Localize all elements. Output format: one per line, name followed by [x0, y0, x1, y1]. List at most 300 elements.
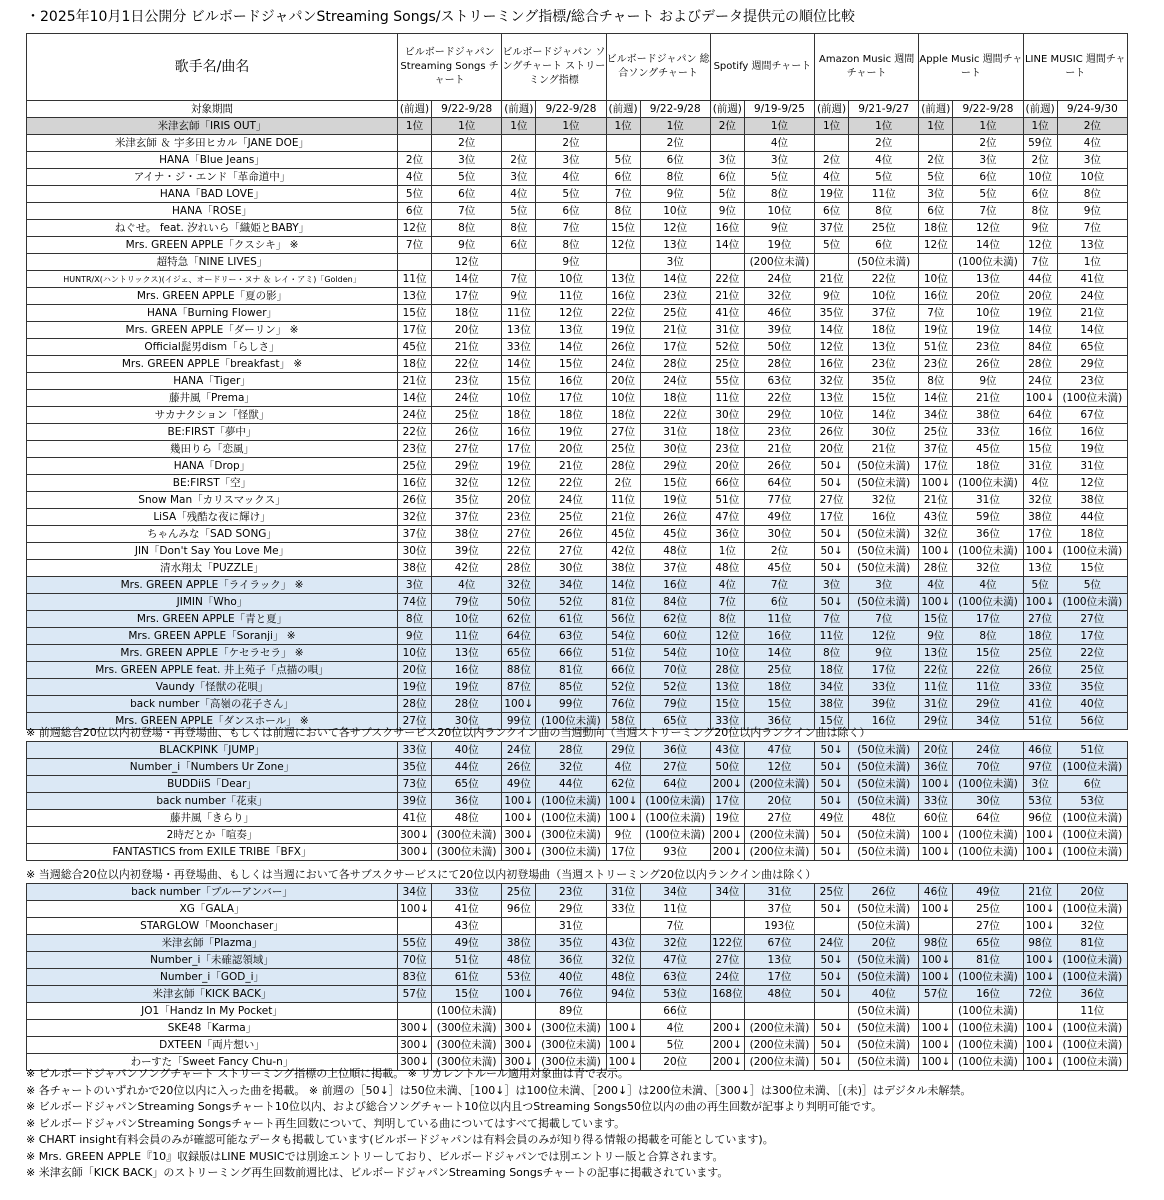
rank-cell: 54位	[640, 645, 710, 662]
rank-cell: 20位	[849, 935, 919, 952]
rank-cell: 21位	[953, 390, 1023, 407]
rank-cell: (50位未満)	[849, 560, 919, 577]
rank-cell: 2位	[953, 135, 1023, 152]
rank-cell: 50↓	[815, 560, 849, 577]
song-name-cell: 超特急「NINE LIVES」	[27, 254, 398, 271]
footnote-line: ※ CHART insight有料会員のみが確認可能なデータも掲載しています(ビルボードジャパンは有料会員のみが知り得る情報の掲載を可能としています)。	[26, 1133, 774, 1146]
rank-cell: 8位	[432, 220, 502, 237]
rank-cell: 13位	[710, 679, 744, 696]
rank-cell: 10位	[1023, 169, 1057, 186]
rank-cell: 16位	[744, 628, 814, 645]
table-row	[27, 441, 1128, 458]
table-row	[27, 952, 1128, 969]
rank-cell	[397, 135, 431, 152]
rank-cell: 30位	[849, 424, 919, 441]
rank-cell: (100位未満)	[1057, 390, 1127, 407]
rank-cell: 63位	[536, 628, 606, 645]
rank-cell: 36位	[710, 526, 744, 543]
rank-cell: 3位	[953, 152, 1023, 169]
rank-cell: 100↓	[606, 1037, 640, 1054]
rank-cell: 61位	[536, 611, 606, 628]
rank-cell: (300位未満)	[536, 844, 606, 861]
rank-cell	[815, 135, 849, 152]
rank-cell: 9位	[432, 237, 502, 254]
footnote-line: ※ Mrs. GREEN APPLE『10』収録版はLINE MUSICでは別途エントリーしており、ビルボードジャパンでは別エントリー版と合算されます。	[26, 1149, 724, 1163]
rank-cell: 81位	[536, 662, 606, 679]
rank-cell: 16位	[849, 713, 919, 730]
rank-cell: 26位	[640, 509, 710, 526]
rank-cell: 16位	[849, 509, 919, 526]
header-billboard-streaming-songs: ビルボードジャパン Streaming Songs チャート	[397, 34, 501, 101]
rank-cell: 13位	[606, 271, 640, 288]
rank-cell: 32位	[397, 509, 431, 526]
rank-cell: 300↓	[502, 1020, 536, 1037]
song-name-cell: Mrs. GREEN APPLE「ダンスホール」 ※	[27, 713, 398, 730]
rank-cell: 14位	[815, 322, 849, 339]
rank-cell: 2位	[744, 543, 814, 560]
rank-cell: 81位	[953, 952, 1023, 969]
song-name-cell: FANTASTICS from EXILE TRIBE「BFX」	[27, 844, 398, 861]
rank-cell: 20位	[536, 441, 606, 458]
rank-cell: 48位	[640, 543, 710, 560]
rank-cell: 24位	[432, 390, 502, 407]
rank-cell: 6位	[502, 237, 536, 254]
rank-cell: 300↓	[398, 1020, 432, 1037]
current-week-table	[26, 883, 1128, 1071]
rank-cell: 67位	[744, 935, 814, 952]
rank-cell: 200↓	[710, 776, 744, 793]
rank-cell: 50↓	[815, 1054, 849, 1071]
rank-cell: 16位	[606, 288, 640, 305]
rank-cell: 13位	[953, 271, 1023, 288]
rank-cell: 24位	[1057, 288, 1127, 305]
rank-cell: 14位	[849, 407, 919, 424]
rank-cell: 3位	[432, 152, 502, 169]
rank-cell: 52位	[710, 339, 744, 356]
rank-cell: 2位	[710, 118, 744, 135]
rank-cell: 15位	[1023, 441, 1057, 458]
song-name-cell: ねぐせ。 feat. 汐れいら「織姫とBABY」	[27, 220, 398, 237]
rank-cell: 20位	[953, 288, 1023, 305]
rank-cell: 18位	[1057, 526, 1127, 543]
rank-cell: (100位未満)	[1057, 969, 1127, 986]
footnote-line: ※ 米津玄師「KICK BACK」のストリーミング再生回数前週比は、ビルボードジャパンStreaming Songsチャートの記事に掲載されています。	[26, 1166, 729, 1179]
rank-cell: (50位未満)	[849, 969, 919, 986]
rank-cell: 48位	[432, 810, 502, 827]
rank-cell: 65位	[502, 645, 536, 662]
rank-cell: (100位未満)	[640, 827, 710, 844]
rank-cell: (100位未満)	[1057, 1037, 1127, 1054]
rank-cell: 6位	[1057, 776, 1127, 793]
song-name-cell: HANA「Burning Flower」	[27, 305, 398, 322]
rank-cell: 43位	[710, 742, 744, 759]
rank-cell	[710, 1003, 744, 1020]
rank-cell: 26位	[1023, 662, 1057, 679]
rank-cell: 3位	[744, 152, 814, 169]
rank-cell: 22位	[849, 271, 919, 288]
rank-cell: 5位	[710, 186, 744, 203]
rank-cell: 13位	[536, 322, 606, 339]
rank-cell: (100位未満)	[1057, 594, 1127, 611]
rank-cell: 9位	[640, 186, 710, 203]
rank-cell: 37位	[432, 509, 502, 526]
rank-cell: 25位	[536, 509, 606, 526]
rank-cell: 7位	[953, 203, 1023, 220]
rank-cell: 21位	[919, 492, 953, 509]
rank-cell: 53位	[1057, 793, 1127, 810]
rank-cell: 23位	[953, 339, 1023, 356]
rank-cell: 29位	[953, 696, 1023, 713]
rank-cell: 51位	[710, 492, 744, 509]
table-row	[27, 220, 1128, 237]
rank-cell: 11位	[502, 305, 536, 322]
rank-cell: 18位	[744, 679, 814, 696]
rank-cell: 59位	[953, 509, 1023, 526]
rank-cell: 53位	[640, 986, 710, 1003]
rank-cell: 51位	[1057, 742, 1127, 759]
table-row	[27, 390, 1128, 407]
rank-cell: 25位	[744, 662, 814, 679]
rank-cell: 67位	[1057, 407, 1127, 424]
rank-cell: 45位	[640, 526, 710, 543]
rank-cell: 5位	[815, 237, 849, 254]
rank-cell: 300↓	[502, 1054, 536, 1071]
rank-cell: 7位	[919, 305, 953, 322]
rank-cell: 31位	[744, 884, 814, 901]
period-cell: (前週)	[710, 101, 744, 118]
rank-cell: 20位	[606, 373, 640, 390]
rank-cell: 84位	[640, 594, 710, 611]
rank-cell: 16位	[397, 475, 431, 492]
rank-cell: (100位未満)	[1057, 810, 1127, 827]
rank-cell: (300位未満)	[536, 1037, 606, 1054]
rank-cell: 25位	[1057, 662, 1127, 679]
rank-cell: 1位	[744, 118, 814, 135]
rank-cell: 16位	[815, 356, 849, 373]
rank-cell: 9位	[744, 220, 814, 237]
rank-cell: (50位未満)	[849, 776, 919, 793]
rank-cell: 31位	[1023, 458, 1057, 475]
rank-cell: 27位	[1057, 611, 1127, 628]
rank-cell: (100位未満)	[640, 793, 710, 810]
rank-cell: 98位	[919, 935, 953, 952]
rank-cell: 65位	[432, 776, 502, 793]
table-row	[27, 810, 1128, 827]
rank-cell: (100位未満)	[640, 810, 710, 827]
rank-cell: 87位	[502, 679, 536, 696]
rank-cell: 22位	[536, 475, 606, 492]
rank-cell: 7位	[710, 594, 744, 611]
rank-cell: 5位	[432, 169, 502, 186]
rank-cell: 13位	[849, 339, 919, 356]
rank-cell: 25位	[849, 220, 919, 237]
rank-cell: 100↓	[502, 696, 536, 713]
rank-cell: 50↓	[815, 526, 849, 543]
rank-cell: 17位	[815, 509, 849, 526]
rank-cell: 97位	[1023, 759, 1057, 776]
rank-cell: 4位	[815, 169, 849, 186]
rank-cell: 16位	[710, 220, 744, 237]
rank-cell: 21位	[606, 509, 640, 526]
rank-cell	[710, 135, 744, 152]
rank-cell: 34位	[710, 884, 744, 901]
rank-cell: 54位	[606, 628, 640, 645]
rank-cell: 2位	[502, 152, 536, 169]
rank-cell	[815, 254, 849, 271]
rank-cell: 10位	[397, 645, 431, 662]
rank-cell: 79位	[432, 594, 502, 611]
rank-cell: 25位	[815, 884, 849, 901]
rank-cell: 5位	[1057, 577, 1127, 594]
rank-cell: 1位	[640, 118, 710, 135]
rank-cell: 38位	[606, 560, 640, 577]
rank-cell: 56位	[606, 611, 640, 628]
rank-cell: 23位	[919, 356, 953, 373]
rank-cell: (100位未満)	[953, 543, 1023, 560]
rank-cell: 8位	[744, 186, 814, 203]
rank-cell: (200位未満)	[744, 1020, 814, 1037]
rank-cell: 9位	[606, 827, 640, 844]
rank-cell: 35位	[849, 373, 919, 390]
rank-cell: 22位	[502, 543, 536, 560]
rank-cell: 26位	[849, 884, 919, 901]
song-name-cell: Mrs. GREEN APPLE「ケセラセラ」 ※	[27, 645, 398, 662]
rank-cell: 11位	[953, 679, 1023, 696]
rank-cell: 15位	[397, 305, 431, 322]
rank-cell: 41位	[398, 810, 432, 827]
rank-cell: 8位	[606, 203, 640, 220]
rank-cell: 96位	[1023, 810, 1057, 827]
rank-cell: 20位	[640, 1054, 710, 1071]
rank-cell: 6位	[606, 169, 640, 186]
rank-cell: 100↓	[1023, 1020, 1057, 1037]
rank-cell: 50↓	[815, 1037, 849, 1054]
rank-cell: 32位	[953, 560, 1023, 577]
rank-cell: 45位	[397, 339, 431, 356]
rank-cell: (50位未満)	[849, 458, 919, 475]
rank-cell: 34位	[640, 884, 710, 901]
rank-cell: 96位	[502, 901, 536, 918]
rank-cell: 9位	[397, 628, 431, 645]
rank-cell: 15位	[849, 390, 919, 407]
period-cell: (前週)	[606, 101, 640, 118]
rank-cell: (200位未満)	[744, 776, 814, 793]
rank-cell: 98位	[1023, 935, 1057, 952]
rank-cell: (200位未満)	[744, 254, 814, 271]
rank-cell: 5位	[397, 186, 431, 203]
table-row	[27, 152, 1128, 169]
rank-cell: 21位	[710, 288, 744, 305]
rank-cell: 57位	[398, 986, 432, 1003]
rank-cell: 15位	[1057, 560, 1127, 577]
rank-cell: 5位	[919, 169, 953, 186]
rank-cell: 3位	[640, 254, 710, 271]
rank-cell: 300↓	[398, 844, 432, 861]
rank-cell: 3位	[536, 152, 606, 169]
rank-cell: 25位	[432, 407, 502, 424]
rank-cell	[919, 254, 953, 271]
rank-cell	[397, 254, 431, 271]
table-row	[27, 305, 1128, 322]
rank-cell: 73位	[398, 776, 432, 793]
header-billboard-hot100: ビルボードジャパン 総合ソングチャート	[606, 34, 710, 101]
table-row	[27, 986, 1128, 1003]
rank-cell: 100↓	[1023, 901, 1057, 918]
rank-cell: 6位	[710, 169, 744, 186]
rank-cell: 99位	[502, 713, 536, 730]
rank-cell: 24位	[744, 271, 814, 288]
rank-cell: (100位未満)	[953, 254, 1023, 271]
rank-cell: 10位	[744, 203, 814, 220]
rank-cell: 20位	[1057, 884, 1127, 901]
rank-cell: (50位未満)	[849, 901, 919, 918]
song-name-cell: BUDDiiS「Dear」	[27, 776, 398, 793]
rank-cell: 5位	[502, 203, 536, 220]
rank-cell: (100位未満)	[536, 713, 606, 730]
song-name-cell: Mrs. GREEN APPLE「青と夏」	[27, 611, 398, 628]
rank-cell: 32位	[606, 952, 640, 969]
rank-cell: 100↓	[398, 901, 432, 918]
rank-cell: 18位	[919, 220, 953, 237]
rank-cell	[919, 1003, 953, 1020]
period-cell: 9/22-9/28	[953, 101, 1023, 118]
rank-cell: 100↓	[502, 986, 536, 1003]
rank-cell	[815, 918, 849, 935]
rank-cell: 26位	[502, 759, 536, 776]
song-name-cell: BLACKPINK「JUMP」	[27, 742, 398, 759]
table-row	[27, 271, 1128, 288]
rank-cell: 50↓	[815, 594, 849, 611]
table-row	[27, 901, 1128, 918]
rank-cell: 19位	[815, 186, 849, 203]
rank-cell: 15位	[710, 696, 744, 713]
rank-cell: 29位	[744, 407, 814, 424]
period-cell: 9/22-9/28	[536, 101, 606, 118]
rank-cell: 38位	[432, 526, 502, 543]
rank-cell: 61位	[432, 969, 502, 986]
rank-cell: 18位	[710, 424, 744, 441]
rank-cell: 20位	[710, 458, 744, 475]
rank-cell: 22位	[710, 271, 744, 288]
rank-cell: 27位	[1023, 611, 1057, 628]
rank-cell: (300位未満)	[432, 844, 502, 861]
rank-cell: 10位	[953, 305, 1023, 322]
rank-cell: 2位	[397, 152, 431, 169]
rank-cell: 39位	[432, 543, 502, 560]
rank-cell: 20位	[744, 793, 814, 810]
rank-cell: 13位	[815, 390, 849, 407]
rank-cell: 4位	[502, 186, 536, 203]
rank-cell: 32位	[432, 475, 502, 492]
rank-cell: 12位	[536, 305, 606, 322]
footnote-line: ※ ビルボードジャパンStreaming Songsチャート再生回数について、判明している曲についてはすべて掲載しています。	[26, 1116, 626, 1130]
rank-cell: 19位	[536, 424, 606, 441]
table-row	[27, 679, 1128, 696]
period-cell: 9/21-9/27	[849, 101, 919, 118]
rank-cell: 9位	[536, 254, 606, 271]
rank-cell: 7位	[640, 918, 710, 935]
rank-cell: 29位	[432, 458, 502, 475]
rank-cell: 26位	[953, 356, 1023, 373]
song-name-cell: BE:FIRST「空」	[27, 475, 398, 492]
rank-cell: 88位	[502, 662, 536, 679]
rank-cell: 9位	[1023, 220, 1057, 237]
rank-cell: 33位	[919, 793, 953, 810]
rank-cell: (100位未満)	[432, 1003, 502, 1020]
rank-cell: (100位未満)	[953, 969, 1023, 986]
rank-cell: 300↓	[502, 844, 536, 861]
rank-cell: 11位	[849, 186, 919, 203]
rank-cell: 27位	[953, 918, 1023, 935]
rank-cell: 28位	[710, 662, 744, 679]
table-row	[27, 776, 1128, 793]
rank-cell: 19位	[397, 679, 431, 696]
rank-cell: 27位	[606, 424, 640, 441]
footnote-line: ※ ビルボードジャパンソングチャート ストリーミング指標の上位順に掲載。 ※ リカレントルール適用対象曲は青で表示。	[26, 1067, 629, 1080]
period-cell: (前週)	[1023, 101, 1057, 118]
rank-cell: 100↓	[919, 1037, 953, 1054]
rank-cell: (50位未満)	[849, 594, 919, 611]
rank-cell: 43位	[606, 935, 640, 952]
rank-cell: (200位未満)	[744, 844, 814, 861]
rank-cell: 24位	[1023, 373, 1057, 390]
rank-cell: 32位	[502, 577, 536, 594]
rank-cell: 23位	[432, 373, 502, 390]
rank-cell: 33位	[502, 339, 536, 356]
rank-cell: 8位	[640, 169, 710, 186]
rank-cell: 14位	[640, 271, 710, 288]
rank-cell: 1位	[606, 118, 640, 135]
header-spotify: Spotify 週間チャート	[710, 34, 814, 101]
rank-cell: 15位	[815, 713, 849, 730]
rank-cell: 7位	[606, 186, 640, 203]
rank-cell: 20位	[397, 662, 431, 679]
rank-cell: 12位	[953, 220, 1023, 237]
rank-cell: 25位	[953, 901, 1023, 918]
rank-cell: 8位	[502, 220, 536, 237]
rank-cell: 5位	[536, 186, 606, 203]
section3-note: ※ 当週総合20位以内初登場・再登場曲、もしくは当週において各サブスクサービスにて20位以内初登場曲（当週ストリーミング20位以内ランクイン曲は除く）	[26, 868, 817, 881]
rank-cell: 48位	[849, 810, 919, 827]
rank-cell: 16位	[502, 424, 536, 441]
rank-cell: 14位	[536, 339, 606, 356]
rank-cell: 13位	[397, 288, 431, 305]
rank-cell: 38位	[953, 407, 1023, 424]
rank-cell: 50位	[502, 594, 536, 611]
rank-cell: 24位	[640, 373, 710, 390]
rank-cell: 6位	[744, 594, 814, 611]
rank-cell: 37位	[815, 220, 849, 237]
header-line-music: LINE MUSIC 週間チャート	[1023, 34, 1127, 101]
rank-cell: 39位	[849, 696, 919, 713]
rank-cell: 11位	[919, 679, 953, 696]
rank-cell: 7位	[1057, 220, 1127, 237]
rank-cell: 16位	[640, 577, 710, 594]
rank-cell: 1位	[536, 118, 606, 135]
rank-cell: 35位	[1057, 679, 1127, 696]
song-name-cell: HANA「Drop」	[27, 458, 398, 475]
rank-cell: 64位	[502, 628, 536, 645]
rank-cell: 25位	[502, 884, 536, 901]
rank-cell: 15位	[606, 220, 640, 237]
rank-cell: 30位	[710, 407, 744, 424]
rank-cell: 18位	[815, 662, 849, 679]
song-name-cell: BE:FIRST「夢中」	[27, 424, 398, 441]
rank-cell: 27位	[397, 713, 431, 730]
rank-cell: 19位	[502, 458, 536, 475]
rank-cell: 13位	[640, 237, 710, 254]
rank-cell: 30位	[953, 793, 1023, 810]
